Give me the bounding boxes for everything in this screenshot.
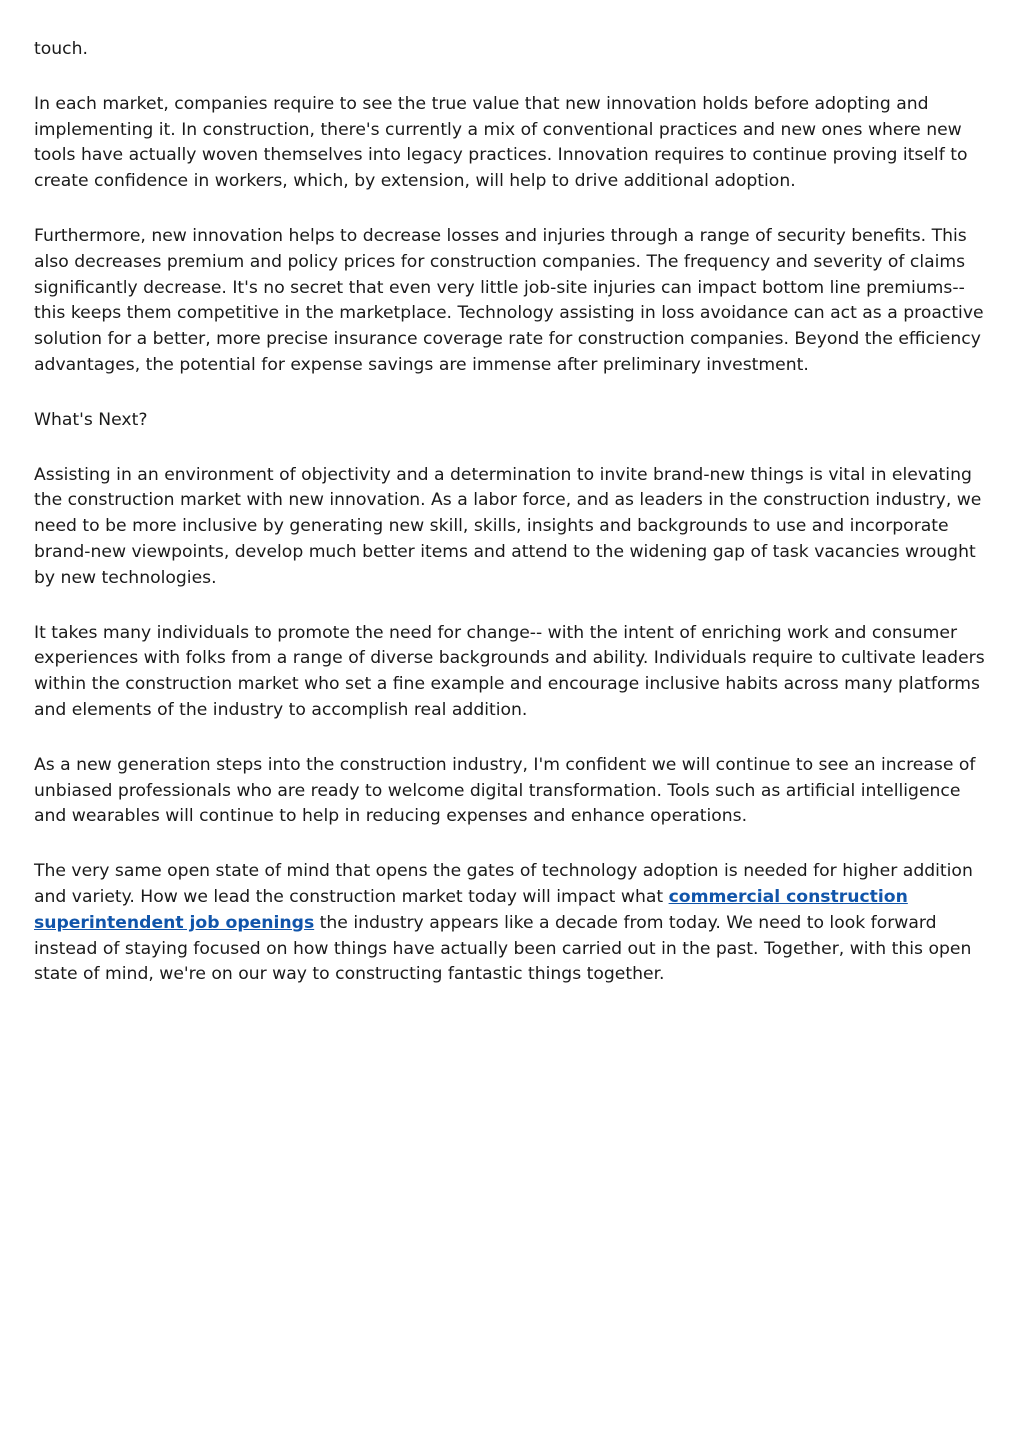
- paragraph-fragment: touch.: [34, 39, 88, 59]
- document-body: [34, 37, 986, 1017]
- paragraph-promote-change: It takes many individuals to promote the need for change-- with the intent of enriching work and consumer experiences with folks from a range of diverse backgrounds and ability. Individuals require to cultivate leaders within the construction market who set a fine example and encourage inclusive habits across many platforms and elements of the industry to accomplish real addition.: [34, 622, 985, 720]
- paragraph-innovation-value: In each market, companies require to see the true value that new innovation holds before adopting and implementing it. In construction, there's currently a mix of conventional practices and new ones where new tools have actually woven themselves into legacy practices. Innovation requires to continue proving itself to create confidence in workers, which, by extension, will help to drive additional adoption.: [34, 93, 968, 192]
- section-heading-whats-next: What's Next?: [34, 409, 148, 430]
- paragraph-text-after-link: the industry appears like a decade from today. We need to look forward instead of staying focused on how things have actually been carried out in the past. Together, with this open state of mind, we're on our way to constructing fantastic things together.: [34, 912, 972, 985]
- paragraph-loss-reduction: Furthermore, new innovation helps to decrease losses and injuries through a range of security benefits. This also decreases premium and policy prices for construction companies. The frequency and severity of claims significantly decrease. It's no secret that even very little job-site injuries can impact bottom line premiums-- this keeps them competitive in the marketplace. Technology assisting in loss avoidance can act as a proactive solution for a better, more precise insurance coverage rate for construction companies. Beyond the efficiency advantages, the potential for expense savings are immense after preliminary investment.: [34, 225, 984, 375]
- paragraph-text-before-link: The very same open state of mind that opens the gates of technology adoption is needed for higher addition and variety. How we lead the construction market today will impact what: [34, 861, 973, 907]
- paragraph-objectivity: Assisting in an environment of objectivity and a determination to invite brand-new things is vital in elevating the construction market with new innovation. As a labor force, and as leaders in the construction industry, we need to be more inclusive by generating new skill, skills, insights and backgrounds to use and incorporate brand-new viewpoints, develop much better items and attend to the widening gap of task vacancies wrought by new technologies.: [34, 464, 982, 588]
- job-openings-link[interactable]: commercial construction superintendent job openings: [34, 886, 908, 933]
- paragraph-new-generation: As a new generation steps into the construction industry, I'm confident we will continue to see an increase of unbiased professionals who are ready to welcome digital transformation. Tools such as artificial intelligence and wearables will continue to help in reducing expenses and enhance operations.: [34, 754, 976, 827]
- paragraph-open-mind: [34, 859, 986, 988]
